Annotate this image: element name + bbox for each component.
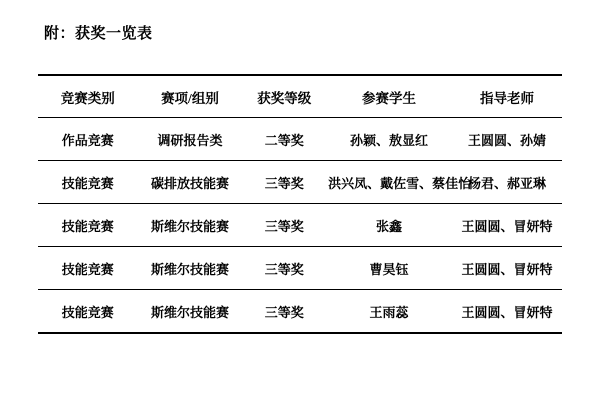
award-table-container	[38, 74, 562, 334]
cell-event: 碳排放技能赛	[138, 161, 243, 204]
cell-students: 曹昊钰	[326, 247, 452, 290]
cell-event: 斯维尔技能赛	[138, 247, 243, 290]
column-header-students: 参赛学生	[362, 91, 417, 106]
page-title: 附：获奖一览表	[44, 26, 153, 42]
cell-advisors: 杨君、郝亚琳	[452, 161, 562, 204]
column-header-advisors: 指导老师	[479, 91, 534, 106]
cell-award-level: 三等奖	[242, 290, 326, 334]
column-header-event: 赛项/组别	[161, 91, 219, 106]
column-header-category: 竞赛类别	[60, 91, 115, 106]
column-header-award-level: 获奖等级	[257, 91, 312, 106]
table-row	[38, 118, 562, 161]
table-header-row	[38, 75, 562, 118]
cell-students: 王雨蕊	[326, 290, 452, 334]
cell-event: 斯维尔技能赛	[138, 204, 243, 247]
cell-advisors: 王圆圆、冒妍特	[452, 247, 562, 290]
cell-advisors: 王圆圆、冒妍特	[452, 204, 562, 247]
cell-advisors: 王圆圆、孙婧	[452, 118, 562, 161]
cell-event: 调研报告类	[138, 118, 243, 161]
cell-award-level: 三等奖	[242, 204, 326, 247]
cell-award-level: 二等奖	[242, 118, 326, 161]
award-table	[38, 74, 562, 334]
cell-students: 张鑫	[326, 204, 452, 247]
cell-category: 技能竞赛	[38, 290, 138, 334]
cell-students: 孙颖、敖显红	[326, 118, 452, 161]
cell-event: 斯维尔技能赛	[138, 290, 243, 334]
table-row	[38, 204, 562, 247]
cell-category: 技能竞赛	[38, 161, 138, 204]
table-row	[38, 290, 562, 334]
table-row	[38, 161, 562, 204]
cell-category: 作品竞赛	[38, 118, 138, 161]
cell-award-level: 三等奖	[242, 161, 326, 204]
cell-category: 技能竞赛	[38, 204, 138, 247]
table-row	[38, 247, 562, 290]
cell-students: 洪兴凤、戴佐雪、蔡佳怡	[326, 161, 452, 204]
cell-category: 技能竞赛	[38, 247, 138, 290]
cell-advisors: 王圆圆、冒妍特	[452, 290, 562, 334]
cell-award-level: 三等奖	[242, 247, 326, 290]
